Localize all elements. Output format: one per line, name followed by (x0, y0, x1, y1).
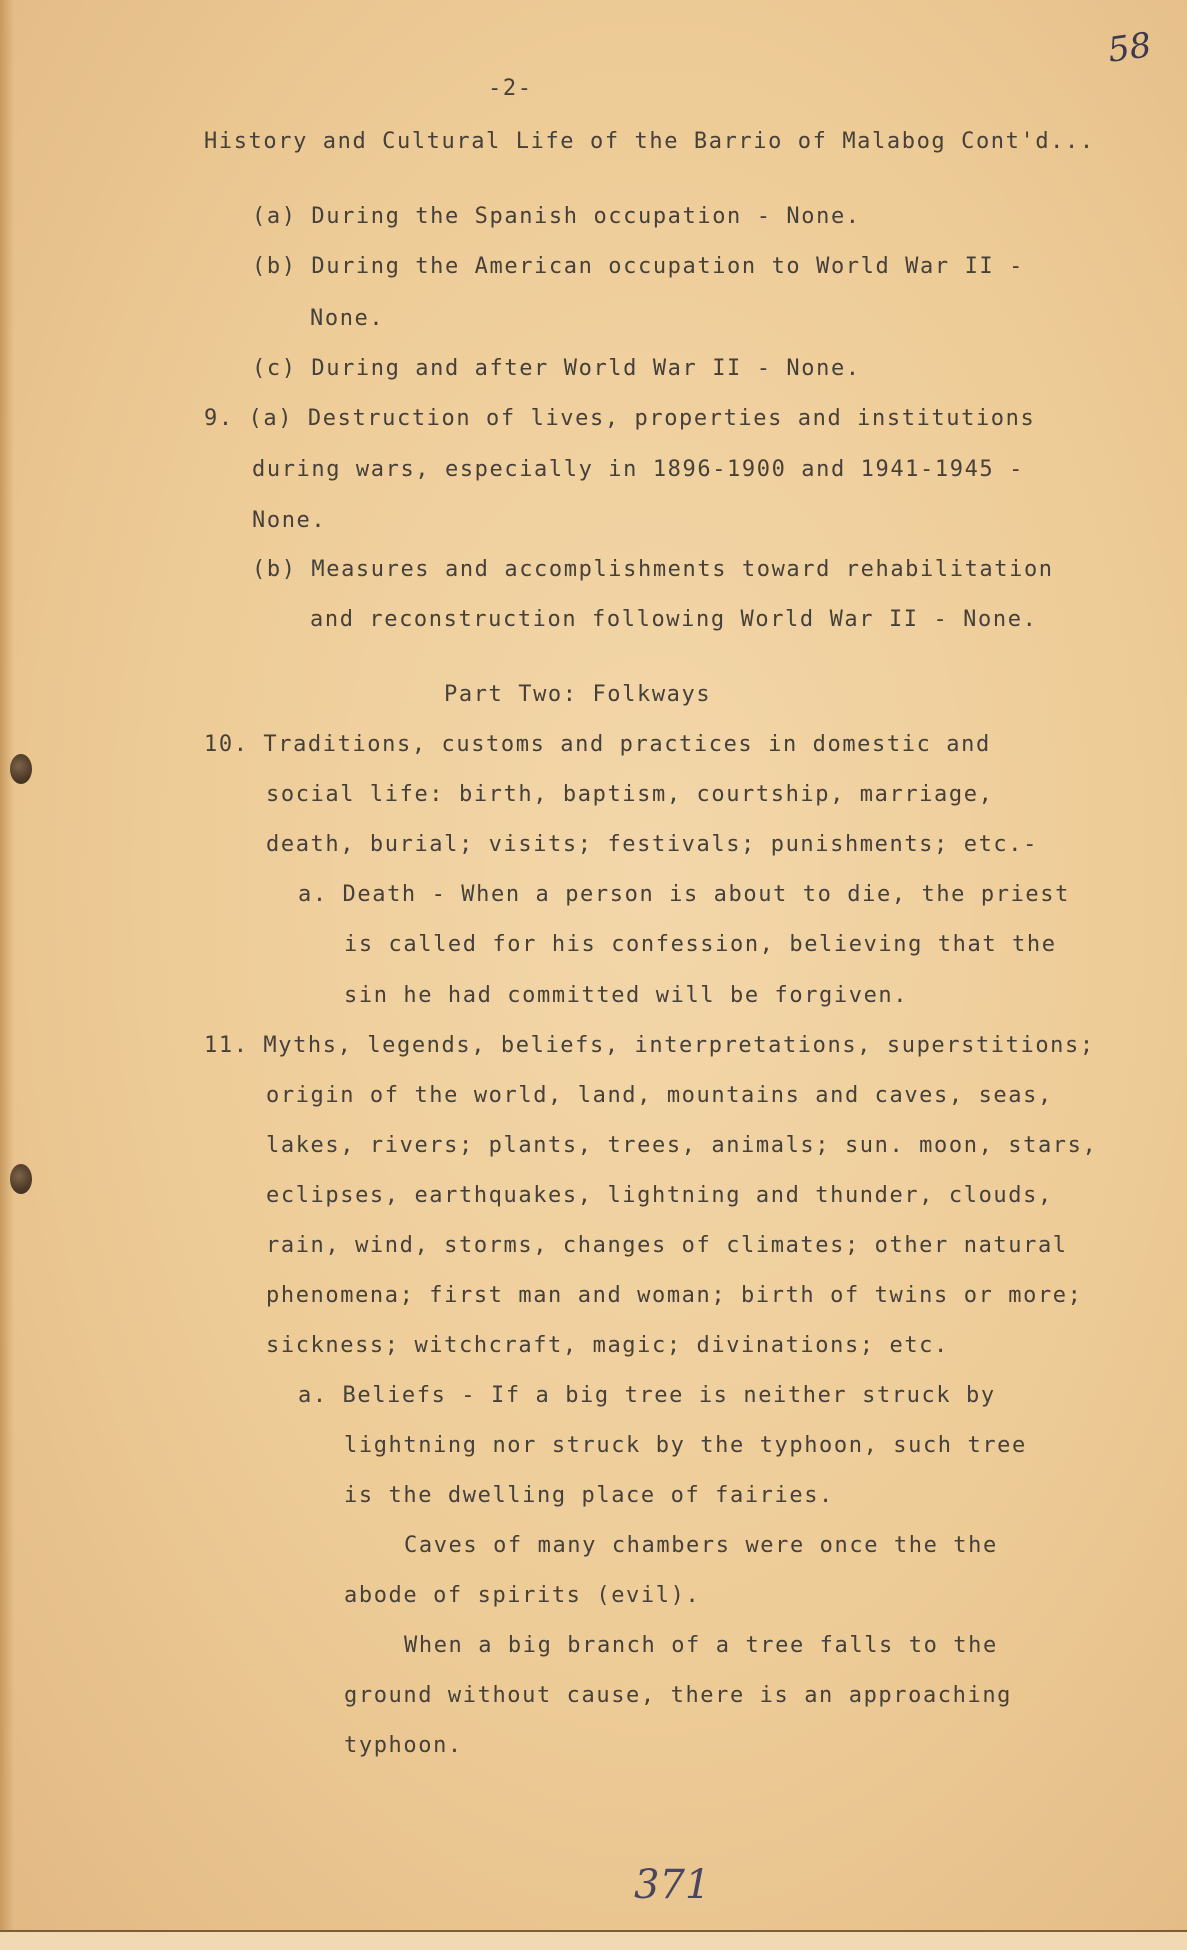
item11-a-line3: is the dwelling place of fairies. (344, 1483, 834, 1508)
item11-line4: eclipses, earthquakes, lightning and thunder, clouds, (266, 1183, 1053, 1208)
continuation-title: History and Cultural Life of the Barrio of Malabog Cont'd... (204, 129, 1095, 154)
item10-line2: social life: birth, baptism, courtship, marriage, (266, 782, 994, 807)
item9-b-line2: and reconstruction following World War II - None. (310, 607, 1038, 632)
item11-line3: lakes, rivers; plants, trees, animals; sun. moon, stars, (266, 1133, 1098, 1158)
punch-hole-icon (10, 1164, 32, 1194)
item8-c: (c) During and after World War II - None. (252, 356, 861, 381)
page-edge-shadow (0, 0, 14, 1950)
page-marker: -2- (488, 76, 533, 101)
item10-line3: death, burial; visits; festivals; punishments; etc.- (266, 832, 1038, 857)
item10-a-line2: is called for his confession, believing that the (344, 932, 1057, 957)
item8-b-line1: (b) During the American occupation to World War II - (252, 254, 1024, 279)
part-two-heading: Part Two: Folkways (444, 682, 712, 707)
item11-line6: phenomena; first man and woman; birth of twins or more; (266, 1283, 1083, 1308)
item11-a-line8: typhoon. (344, 1733, 463, 1758)
item9-a-line1: 9. (a) Destruction of lives, properties and institutions (204, 406, 1036, 431)
item11-a-line1: a. Beliefs - If a big tree is neither struck by (298, 1383, 996, 1408)
item11-line5: rain, wind, storms, changes of climates; other natural (266, 1233, 1068, 1258)
item10-line1: 10. Traditions, customs and practices in domestic and (204, 732, 991, 757)
item9-a-line3: None. (252, 508, 327, 533)
item11-a-line7: ground without cause, there is an approaching (344, 1683, 1013, 1708)
item11-a-line5: abode of spirits (evil). (344, 1583, 701, 1608)
item10-a-line1: a. Death - When a person is about to die, the priest (298, 882, 1070, 907)
item9-b-line1: (b) Measures and accomplishments toward rehabilitation (252, 557, 1054, 582)
item11-a-line6: When a big branch of a tree falls to the (404, 1633, 998, 1658)
item11-a-line4: Caves of many chambers were once the the (404, 1533, 998, 1558)
item9-a-line2: during wars, especially in 1896-1900 and 1941-1945 - (252, 457, 1024, 482)
item10-a-line3: sin he had committed will be forgiven. (344, 983, 909, 1008)
item11-a-line2: lightning nor struck by the typhoon, such tree (344, 1433, 1027, 1458)
page-bottom-edge (0, 1930, 1187, 1950)
item8-b-line2: None. (310, 306, 385, 331)
punch-hole-icon (10, 754, 32, 784)
item8-a: (a) During the Spanish occupation - None. (252, 204, 861, 229)
handwritten-footer-number: 371 (634, 1862, 711, 1908)
item11-line2: origin of the world, land, mountains and caves, seas, (266, 1083, 1053, 1108)
item11-line1: 11. Myths, legends, beliefs, interpretations, superstitions; (204, 1033, 1095, 1058)
item11-line7: sickness; witchcraft, magic; divinations; etc. (266, 1333, 949, 1358)
handwritten-page-number: 58 (1105, 25, 1154, 71)
